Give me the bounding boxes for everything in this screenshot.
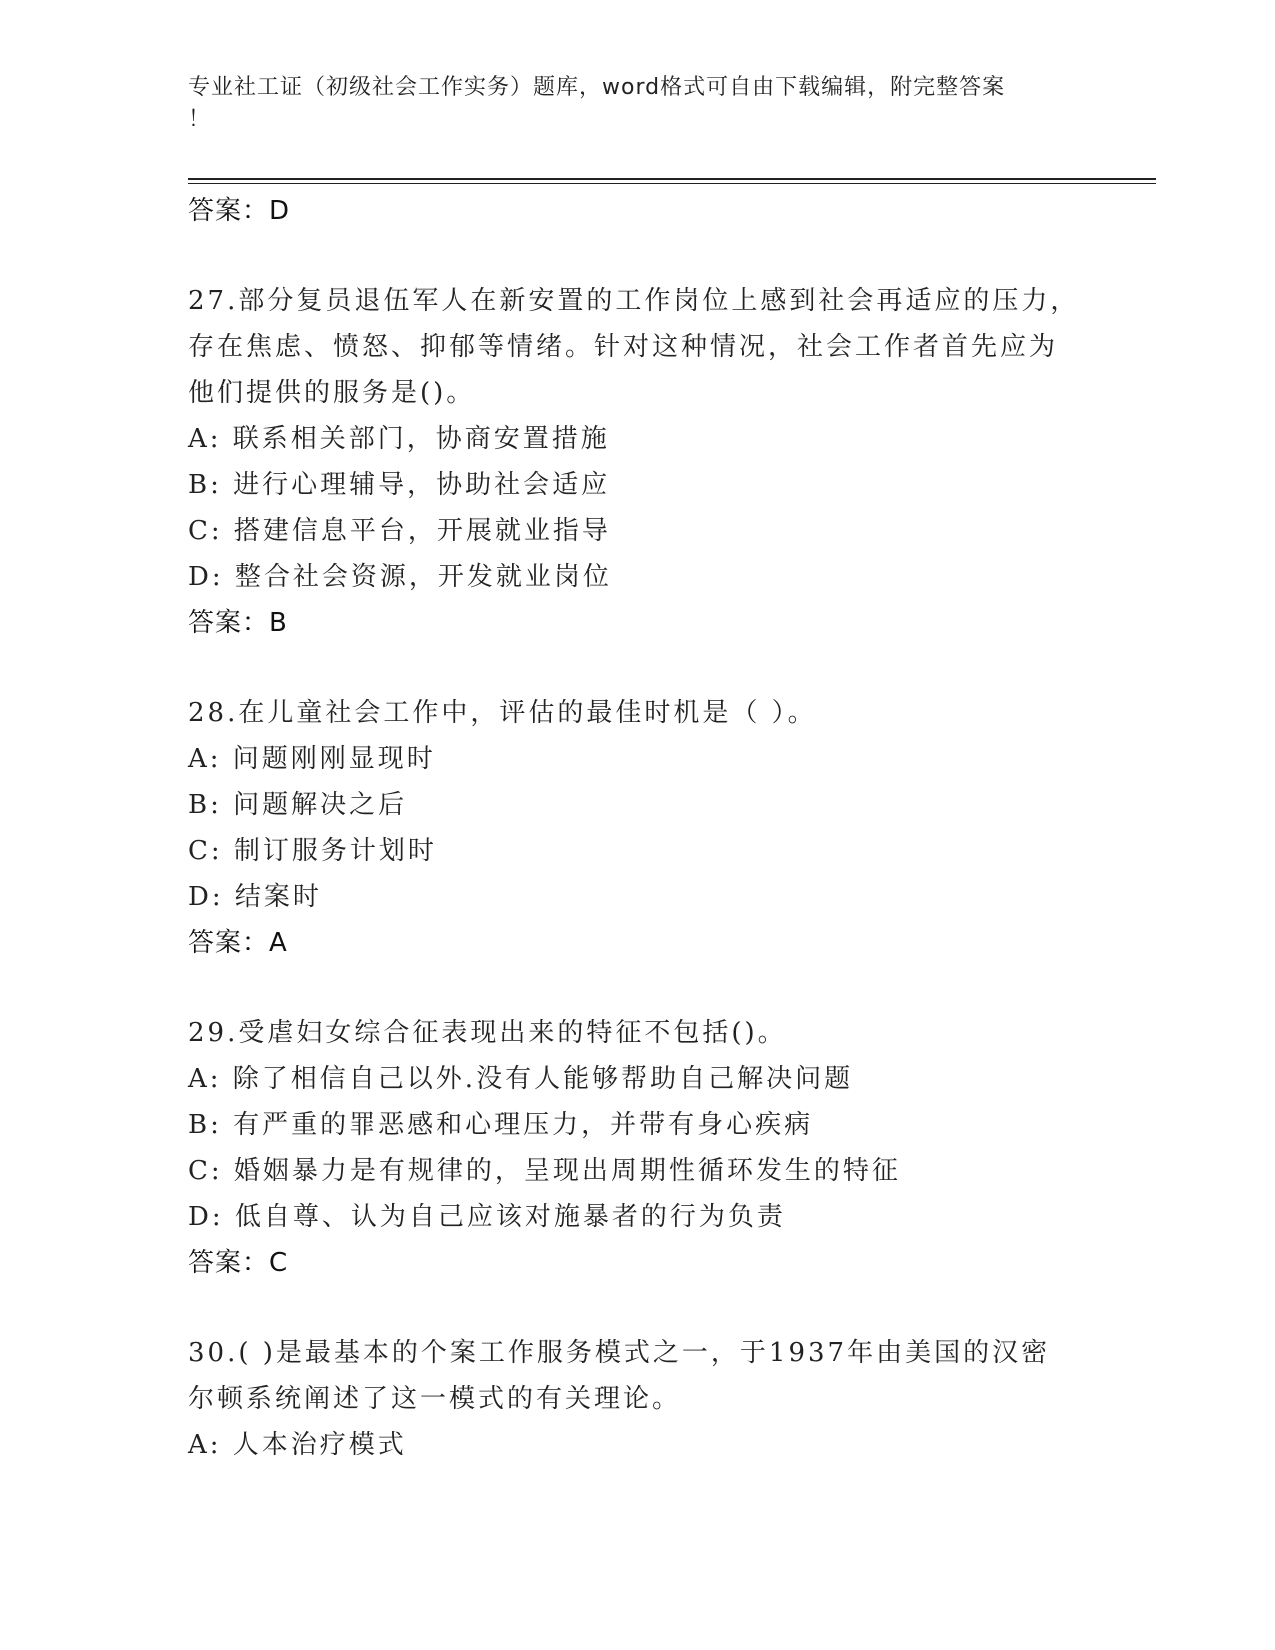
option-c: C: 制订服务计划时 xyxy=(188,836,437,866)
option-d: D: 整合社会资源，开发就业岗位 xyxy=(188,562,612,592)
question-list xyxy=(188,188,1088,1468)
question-stem-line: 28.在儿童社会工作中，评估的最佳时机是（ ）。 xyxy=(188,698,817,728)
option-a: A: 联系相关部门，协商安置措施 xyxy=(188,424,610,454)
page-header xyxy=(188,72,1088,136)
question-27 xyxy=(188,278,1088,646)
option-a: A: 人本治疗模式 xyxy=(188,1430,407,1460)
answer-line: 答案：B xyxy=(188,608,288,638)
question-stem-line: 30.( )是最基本的个案工作服务模式之一，于1937年由美国的汉密 xyxy=(188,1338,1051,1368)
question-stem-line: 存在焦虑、愤怒、抑郁等情绪。针对这种情况，社会工作者首先应为 xyxy=(188,332,1059,362)
header-divider-thick xyxy=(188,178,1156,180)
question-28 xyxy=(188,690,1088,966)
header-divider-thin xyxy=(188,183,1156,184)
answer-line: 答案：A xyxy=(188,928,288,958)
option-b: B: 有严重的罪恶感和心理压力，并带有身心疾病 xyxy=(188,1110,814,1140)
option-a: A: 除了相信自己以外.没有人能够帮助自己解决问题 xyxy=(188,1064,854,1094)
option-c: C: 搭建信息平台，开展就业指导 xyxy=(188,516,611,546)
option-d: D: 低自尊、认为自己应该对施暴者的行为负责 xyxy=(188,1202,786,1232)
question-stem-line: 尔顿系统阐述了这一模式的有关理论。 xyxy=(188,1384,682,1414)
option-b: B: 问题解决之后 xyxy=(188,790,408,820)
option-b: B: 进行心理辅导，协助社会适应 xyxy=(188,470,611,500)
question-29 xyxy=(188,1010,1088,1286)
question-stem-line: 29.受虐妇女综合征表现出来的特征不包括()。 xyxy=(188,1018,787,1048)
question-30 xyxy=(188,1330,1088,1468)
header-title-line1: 专业社工证（初级社会工作实务）题库，word格式可自由下载编辑，附完整答案 xyxy=(188,75,1006,100)
header-title-line2: ！ xyxy=(188,107,212,132)
option-a: A: 问题刚刚显现时 xyxy=(188,744,436,774)
option-d: D: 结案时 xyxy=(188,882,322,912)
question-stem-line: 27.部分复员退伍军人在新安置的工作岗位上感到社会再适应的压力， xyxy=(188,286,1080,316)
answer-line: 答案：D xyxy=(188,196,291,226)
option-c: C: 婚姻暴力是有规律的，呈现出周期性循环发生的特征 xyxy=(188,1156,901,1186)
answer-line: 答案：C xyxy=(188,1248,289,1278)
question-stem-line: 他们提供的服务是()。 xyxy=(188,378,476,408)
